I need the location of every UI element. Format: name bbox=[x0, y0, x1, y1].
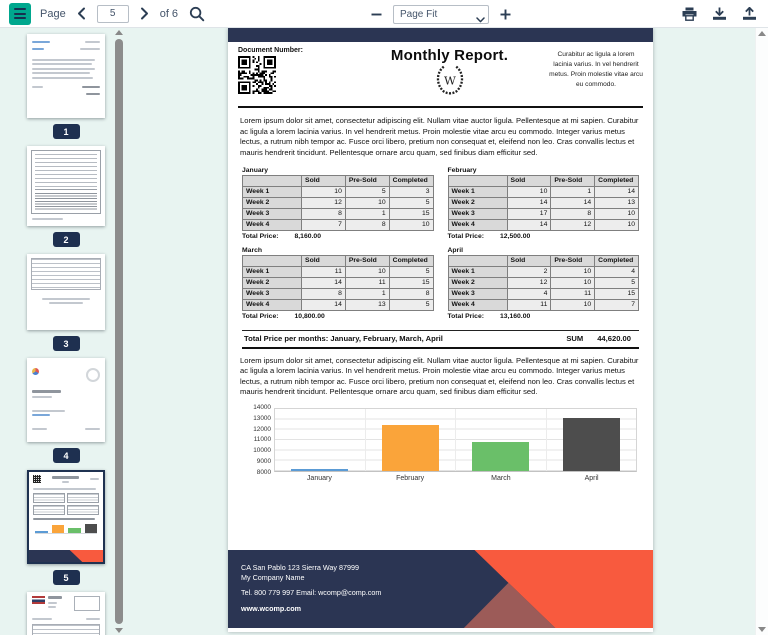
cell: 10 bbox=[302, 186, 346, 197]
col-header bbox=[448, 255, 507, 266]
total-price-line bbox=[242, 233, 434, 240]
footer-contact: Tel. 800 779 997 Email: wcomp@comp.com bbox=[241, 587, 382, 597]
col-header: Pre-Sold bbox=[551, 255, 595, 266]
header-note: Curabitur ac ligula a lorem lacinia varius. In vel hendrerit metus. Proin molestie vitae arcu eu commodo. bbox=[549, 51, 643, 88]
scroll-up-icon[interactable] bbox=[758, 31, 766, 36]
month-table-march bbox=[242, 247, 434, 320]
search-icon bbox=[189, 6, 205, 22]
month-table-april bbox=[448, 247, 640, 320]
total-label: Total Price: bbox=[447, 312, 485, 320]
bar-april bbox=[563, 418, 620, 471]
cell: 11 bbox=[345, 277, 389, 288]
cell: 10 bbox=[551, 299, 595, 310]
certificate-seal bbox=[86, 368, 100, 382]
row-label: Week 1 bbox=[448, 266, 507, 277]
sum-row-label: Total Price per months: January, February, March, April bbox=[244, 334, 443, 343]
x-tick: April bbox=[584, 475, 599, 482]
col-header: Sold bbox=[507, 175, 551, 186]
document-header bbox=[228, 42, 653, 104]
upload-icon bbox=[742, 7, 757, 21]
row-label: Week 1 bbox=[243, 266, 302, 277]
row-label: Week 3 bbox=[243, 288, 302, 299]
cell: 4 bbox=[595, 266, 639, 277]
y-tick: 8000 bbox=[256, 468, 271, 476]
bar-january bbox=[291, 469, 348, 471]
cell: 10 bbox=[345, 197, 389, 208]
scroll-down-icon[interactable] bbox=[758, 627, 766, 632]
sidebar-thumbnail-1[interactable] bbox=[27, 34, 105, 118]
cell: 5 bbox=[389, 266, 433, 277]
x-tick: March bbox=[491, 475, 511, 482]
sidebar-thumbnail-2[interactable] bbox=[27, 146, 105, 226]
row-label: Week 4 bbox=[448, 299, 507, 310]
cell: 7 bbox=[595, 299, 639, 310]
mini-qr bbox=[33, 475, 41, 483]
document-viewport bbox=[126, 28, 768, 635]
bar-march bbox=[472, 442, 529, 471]
total-value: 13,160.00 bbox=[500, 312, 531, 320]
total-value: 8,160.00 bbox=[294, 232, 321, 240]
svg-text:W: W bbox=[443, 73, 456, 88]
cell: 14 bbox=[595, 186, 639, 197]
total-value: 10,800.00 bbox=[294, 312, 325, 320]
cell: 10 bbox=[389, 219, 433, 230]
download-button[interactable] bbox=[710, 5, 729, 23]
cell: 4 bbox=[507, 288, 551, 299]
total-label: Total Price: bbox=[447, 232, 485, 240]
x-tick: February bbox=[396, 475, 425, 482]
row-label: Week 2 bbox=[243, 277, 302, 288]
cell: 11 bbox=[551, 288, 595, 299]
total-label: Total Price: bbox=[242, 312, 279, 320]
row-label: Week 4 bbox=[243, 299, 302, 310]
col-header bbox=[243, 255, 302, 266]
cell: 15 bbox=[389, 277, 433, 288]
col-header: Sold bbox=[302, 175, 346, 186]
col-header: Completed bbox=[389, 255, 433, 266]
printer-icon bbox=[682, 7, 697, 21]
cell: 10 bbox=[507, 186, 551, 197]
sidebar-scrollbar-thumb[interactable] bbox=[115, 39, 123, 624]
document-title: Monthly Report. bbox=[390, 47, 509, 64]
col-header bbox=[448, 175, 507, 186]
col-header: Sold bbox=[302, 255, 346, 266]
cell: 14 bbox=[302, 277, 346, 288]
cell: 1 bbox=[345, 208, 389, 219]
cell: 8 bbox=[302, 208, 346, 219]
sidebar-toggle-button[interactable] bbox=[9, 3, 31, 25]
pdf-page bbox=[228, 28, 653, 632]
zoom-select[interactable] bbox=[393, 5, 489, 24]
row-label: Week 2 bbox=[448, 277, 507, 288]
month-caption: April bbox=[447, 246, 463, 254]
cell: 5 bbox=[345, 186, 389, 197]
document-top-bar bbox=[228, 28, 653, 42]
cell: 10 bbox=[551, 266, 595, 277]
page-badge-4[interactable]: 4 bbox=[53, 448, 80, 463]
cell: 10 bbox=[595, 219, 639, 230]
sidebar-thumbnail-3[interactable] bbox=[27, 254, 105, 330]
cell: 11 bbox=[507, 299, 551, 310]
cell: 14 bbox=[551, 197, 595, 208]
cell: 14 bbox=[507, 197, 551, 208]
cell: 10 bbox=[595, 208, 639, 219]
thumbnail-sidebar bbox=[0, 28, 126, 635]
sum-word: SUM bbox=[566, 334, 584, 343]
footer-address: CA San Pablo 123 Sierra Way 87999 bbox=[241, 563, 359, 572]
page-count-label: of 6 bbox=[159, 7, 179, 20]
laurel-wreath-logo bbox=[432, 64, 468, 96]
cell: 8 bbox=[302, 288, 346, 299]
sidebar-scrollbar[interactable] bbox=[113, 30, 124, 633]
footer-website: www.wcomp.com bbox=[241, 604, 302, 614]
next-page-button[interactable] bbox=[138, 5, 151, 22]
row-label: Week 1 bbox=[243, 186, 302, 197]
cell: 13 bbox=[595, 197, 639, 208]
toolbar-right-actions bbox=[680, 5, 759, 23]
month-tables bbox=[240, 167, 641, 320]
scroll-down-icon[interactable] bbox=[115, 628, 123, 633]
y-tick: 11000 bbox=[253, 436, 271, 444]
document-number-label: Document Number: bbox=[238, 47, 303, 54]
sidebar-thumbnail-5[interactable] bbox=[27, 470, 105, 564]
print-button[interactable] bbox=[680, 5, 699, 23]
main-scrollbar[interactable] bbox=[755, 28, 768, 635]
y-tick: 13000 bbox=[253, 414, 271, 422]
page-badge-2[interactable]: 2 bbox=[53, 232, 80, 247]
body-paragraph-1: Lorem ipsum dolor sit amet, consectetur adipiscing elit. Nullam vitae auctor ligula. Pellentesque at mi sapien. Curabitur ac ligula a lorem lacinia varius. In vel hendrerit metus. Proin molestie vitae arcu eu commodo. Integer varius metus lectus, a rutrum nibh tempor ac. Fusce orci libero, pretium non consequat et, eleifend non leo. Cras convallis lectus et mauris hendrerit tincidunt. Pellentesque ornare arcu quam, sed finibus diam efficitur sed. bbox=[240, 116, 639, 157]
document-footer bbox=[228, 550, 653, 628]
page-label: Page bbox=[40, 7, 66, 20]
col-header: Sold bbox=[507, 255, 551, 266]
bar-chart bbox=[244, 404, 637, 482]
y-tick: 12000 bbox=[253, 425, 271, 433]
cell: 10 bbox=[345, 266, 389, 277]
row-label: Week 2 bbox=[243, 197, 302, 208]
previous-page-button[interactable] bbox=[75, 5, 88, 22]
cell: 12 bbox=[302, 197, 346, 208]
cell: 15 bbox=[389, 208, 433, 219]
cell: 7 bbox=[302, 219, 346, 230]
total-price-line bbox=[448, 313, 640, 320]
col-header bbox=[243, 175, 302, 186]
cell: 11 bbox=[302, 266, 346, 277]
plus-icon bbox=[499, 8, 512, 21]
cell: 8 bbox=[389, 288, 433, 299]
cell: 1 bbox=[345, 288, 389, 299]
zoom-out-button[interactable] bbox=[368, 6, 385, 23]
cell: 1 bbox=[551, 186, 595, 197]
cell: 8 bbox=[345, 219, 389, 230]
footer-company: My Company Name bbox=[241, 573, 305, 583]
thumbnail-list bbox=[27, 34, 105, 635]
download-icon bbox=[712, 7, 727, 21]
row-label: Week 1 bbox=[448, 186, 507, 197]
row-label: Week 3 bbox=[448, 208, 507, 219]
sum-value: 44,620.00 bbox=[597, 334, 631, 343]
cell: 8 bbox=[551, 208, 595, 219]
y-tick: 14000 bbox=[253, 404, 271, 411]
chevron-left-icon bbox=[77, 7, 86, 20]
chart-plot-area bbox=[274, 408, 637, 472]
body-paragraph-2: Lorem ipsum dolor sit amet, consectetur adipiscing elit. Nullam vitae auctor ligula. Pellentesque at mi sapien. Curabitur ac ligula a lorem lacinia varius. In vel hendrerit metus. Proin molestie vitae arcu eu commodo. Integer varius metus lectus, a rutrum nibh tempor ac. Fusce orci libero, pretium non consequat et, eleifend non leo. Cras convallis lectus et mauris hendrerit tincidunt. Pellentesque ornare arcu quam, sed finibus diam efficitur sed. bbox=[240, 355, 639, 397]
cell: 15 bbox=[595, 288, 639, 299]
month-table-january bbox=[242, 167, 434, 240]
zoom-in-button[interactable] bbox=[497, 6, 514, 23]
mini-chart bbox=[35, 523, 97, 534]
row-label: Week 3 bbox=[243, 208, 302, 219]
row-label: Week 2 bbox=[448, 197, 507, 208]
cell: 12 bbox=[507, 277, 551, 288]
month-table-february bbox=[448, 167, 640, 240]
total-price-line bbox=[242, 313, 434, 320]
viewer-toolbar bbox=[0, 0, 768, 28]
cell: 14 bbox=[302, 299, 346, 310]
cell: 10 bbox=[551, 277, 595, 288]
cell: 2 bbox=[507, 266, 551, 277]
page-badge-5[interactable]: 5 bbox=[53, 570, 80, 585]
hamburger-icon bbox=[14, 8, 26, 10]
total-price-line bbox=[448, 233, 640, 240]
page-badge-1[interactable]: 1 bbox=[53, 124, 80, 139]
col-header: Pre-Sold bbox=[345, 175, 389, 186]
cell: 5 bbox=[595, 277, 639, 288]
cell: 5 bbox=[389, 197, 433, 208]
upload-button[interactable] bbox=[740, 5, 759, 23]
cell: 3 bbox=[389, 186, 433, 197]
cell: 13 bbox=[345, 299, 389, 310]
chart-y-axis bbox=[244, 404, 274, 476]
bill-of-lading-flag bbox=[32, 596, 45, 604]
cell: 17 bbox=[507, 208, 551, 219]
month-caption: February bbox=[447, 166, 477, 174]
cell: 12 bbox=[551, 219, 595, 230]
col-header: Completed bbox=[595, 255, 639, 266]
certificate-logo bbox=[32, 368, 39, 375]
qr-code bbox=[238, 56, 276, 94]
page-number-input[interactable] bbox=[97, 5, 129, 23]
sum-row bbox=[242, 330, 639, 349]
row-label: Week 4 bbox=[243, 219, 302, 230]
row-label: Week 4 bbox=[448, 219, 507, 230]
y-tick: 9000 bbox=[256, 458, 271, 466]
row-label: Week 3 bbox=[448, 288, 507, 299]
month-caption: January bbox=[242, 166, 269, 174]
search-button[interactable] bbox=[187, 4, 207, 24]
cell: 5 bbox=[389, 299, 433, 310]
chart-x-axis-labels bbox=[274, 475, 637, 482]
page-badge-3[interactable]: 3 bbox=[53, 336, 80, 351]
month-caption: March bbox=[242, 246, 263, 254]
col-header: Completed bbox=[389, 175, 433, 186]
x-tick: January bbox=[306, 475, 332, 482]
sidebar-thumbnail-6[interactable] bbox=[27, 592, 105, 635]
scroll-up-icon[interactable] bbox=[115, 30, 123, 35]
bar-february bbox=[382, 425, 439, 472]
total-value: 12,500.00 bbox=[500, 232, 531, 240]
y-tick: 10000 bbox=[253, 447, 271, 455]
sidebar-thumbnail-4[interactable] bbox=[27, 358, 105, 442]
minus-icon bbox=[370, 8, 383, 21]
cell: 14 bbox=[507, 219, 551, 230]
col-header: Pre-Sold bbox=[551, 175, 595, 186]
zoom-controls bbox=[368, 0, 514, 28]
chevron-right-icon bbox=[140, 7, 149, 20]
col-header: Completed bbox=[595, 175, 639, 186]
total-label: Total Price: bbox=[242, 232, 279, 240]
col-header: Pre-Sold bbox=[345, 255, 389, 266]
